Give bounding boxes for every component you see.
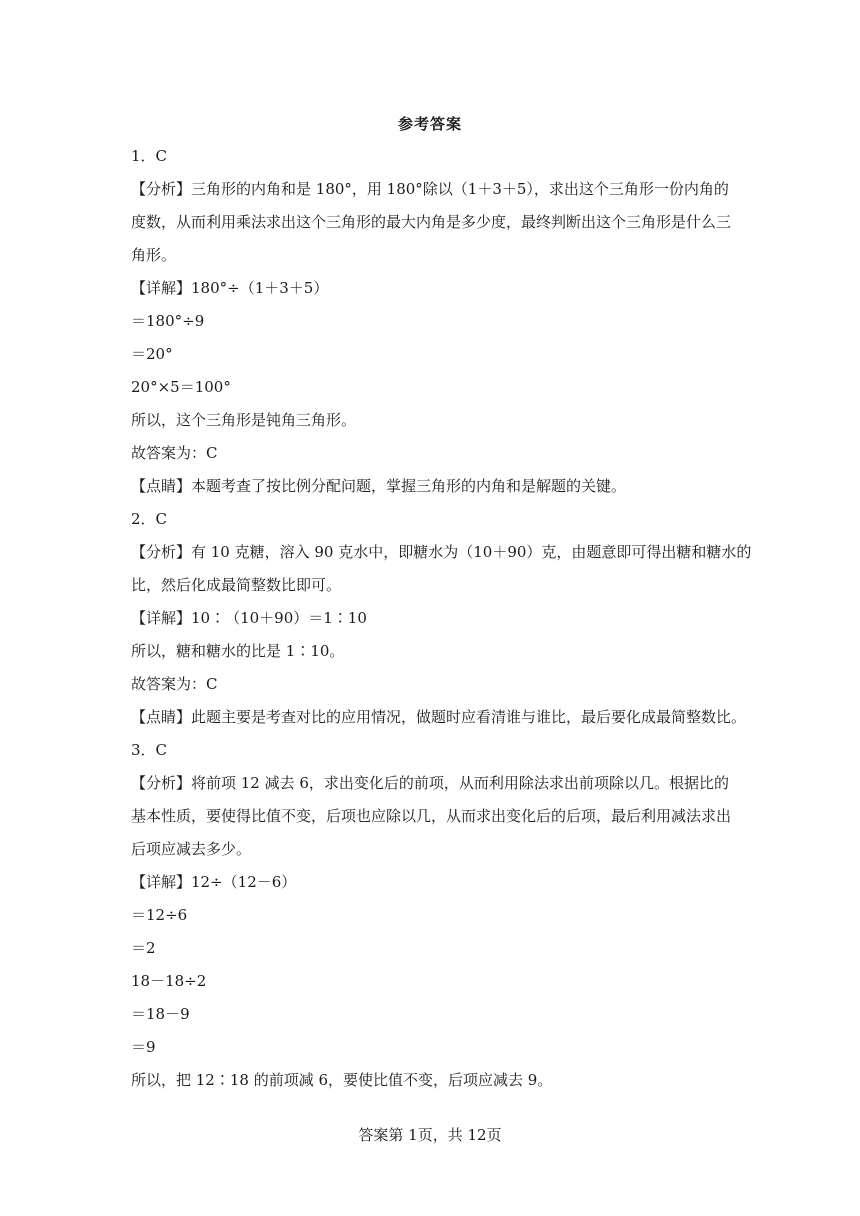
text-line: 18－18÷2 [131, 972, 207, 990]
text-line: 【分析】有 10 克糖，溶入 90 克水中，即糖水为（10＋90）克，由题意即可得出糖和糖水的 [131, 543, 752, 561]
text-line: 基本性质，要使得比值不变，后项也应除以几，从而求出变化后的后项，最后利用减法求出 [131, 807, 732, 825]
page-footer: 答案第 1页，共 12页 [358, 1126, 502, 1144]
text-line: ＝20° [131, 345, 173, 363]
text-line: 3．C [131, 741, 168, 759]
text-line: 【分析】将前项 12 减去 6，求出变化后的前项，从而利用除法求出前项除以几。根据比的 [131, 774, 729, 792]
text-line: 【详解】10∶（10＋90）＝1∶10 [131, 609, 367, 627]
text-line: ＝2 [131, 939, 156, 957]
text-line: 所以，糖和糖水的比是 1∶10。 [131, 642, 345, 660]
text-line: 角形。 [131, 246, 177, 264]
text-line: 【点睛】此题主要是考查对比的应用情况，做题时应看清谁与谁比，最后要化成最简整数比。 [131, 708, 747, 726]
text-line: 故答案为：C [131, 675, 218, 693]
text-line: ＝9 [131, 1038, 156, 1056]
text-line: 【详解】12÷（12－6） [131, 873, 297, 891]
text-line: 【详解】180°÷（1＋3＋5） [131, 279, 329, 297]
text-line: 所以，把 12∶18 的前项减 6，要使比值不变，后项应减去 9。 [131, 1071, 553, 1089]
text-line: 1．C [131, 147, 168, 165]
text-line: 故答案为：C [131, 444, 218, 462]
text-line: 【分析】三角形的内角和是 180°，用 180°除以（1＋3＋5），求出这个三角形一份内角的 [131, 180, 729, 198]
text-line: ＝12÷6 [131, 906, 188, 924]
text-line: 20°×5＝100° [131, 378, 231, 396]
page-title: 参考答案 [397, 115, 462, 133]
text-line: 2．C [131, 510, 168, 528]
text-line: 所以，这个三角形是钝角三角形。 [131, 411, 357, 429]
answer-body [131, 145, 752, 1102]
text-line: 【点睛】本题考查了按比例分配问题，掌握三角形的内角和是解题的关键。 [131, 477, 627, 495]
text-line: 后项应减去多少。 [131, 840, 252, 858]
text-line: 比，然后化成最简整数比即可。 [131, 576, 342, 594]
text-line: ＝180°÷9 [131, 312, 205, 330]
text-line: 度数，从而利用乘法求出这个三角形的最大内角是多少度，最终判断出这个三角形是什么三 [131, 213, 732, 231]
text-line: ＝18－9 [131, 1005, 190, 1023]
